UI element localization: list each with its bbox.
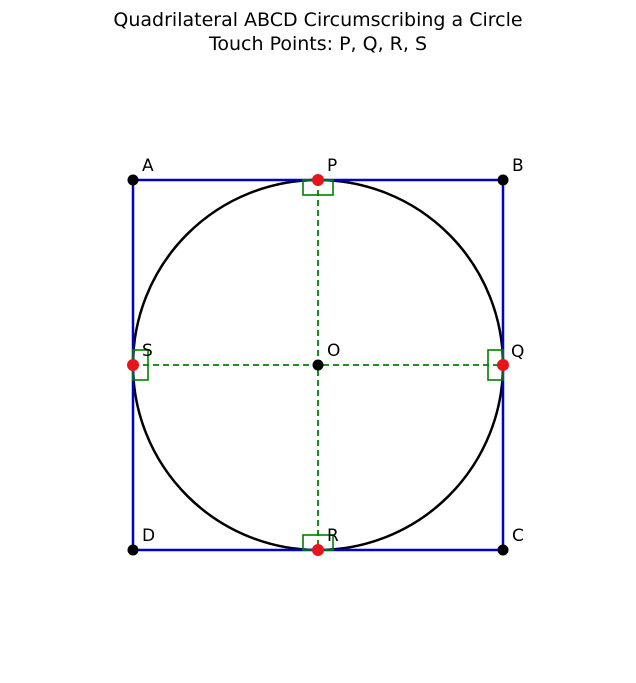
diagram-title-line-2: Touch Points: P, Q, R, S bbox=[209, 33, 427, 55]
touch-point-p bbox=[312, 174, 324, 186]
vertex-d-point bbox=[128, 545, 139, 556]
label-c: C bbox=[512, 526, 524, 546]
label-o: O bbox=[327, 341, 341, 361]
touch-point-r bbox=[312, 544, 324, 556]
vertex-c-point bbox=[498, 545, 509, 556]
label-p: P bbox=[327, 156, 338, 176]
label-b: B bbox=[512, 156, 524, 176]
label-a: A bbox=[142, 156, 154, 176]
label-d: D bbox=[142, 526, 156, 546]
center-point-o bbox=[313, 360, 324, 371]
label-r: R bbox=[327, 526, 339, 546]
vertex-a-point bbox=[128, 175, 139, 186]
touch-point-q bbox=[497, 359, 509, 371]
label-q: Q bbox=[511, 342, 525, 362]
label-s: S bbox=[142, 341, 153, 361]
diagram-title-line-1: Quadrilateral ABCD Circumscribing a Circle bbox=[113, 9, 523, 31]
vertex-b-point bbox=[498, 175, 509, 186]
touch-point-s bbox=[127, 359, 139, 371]
